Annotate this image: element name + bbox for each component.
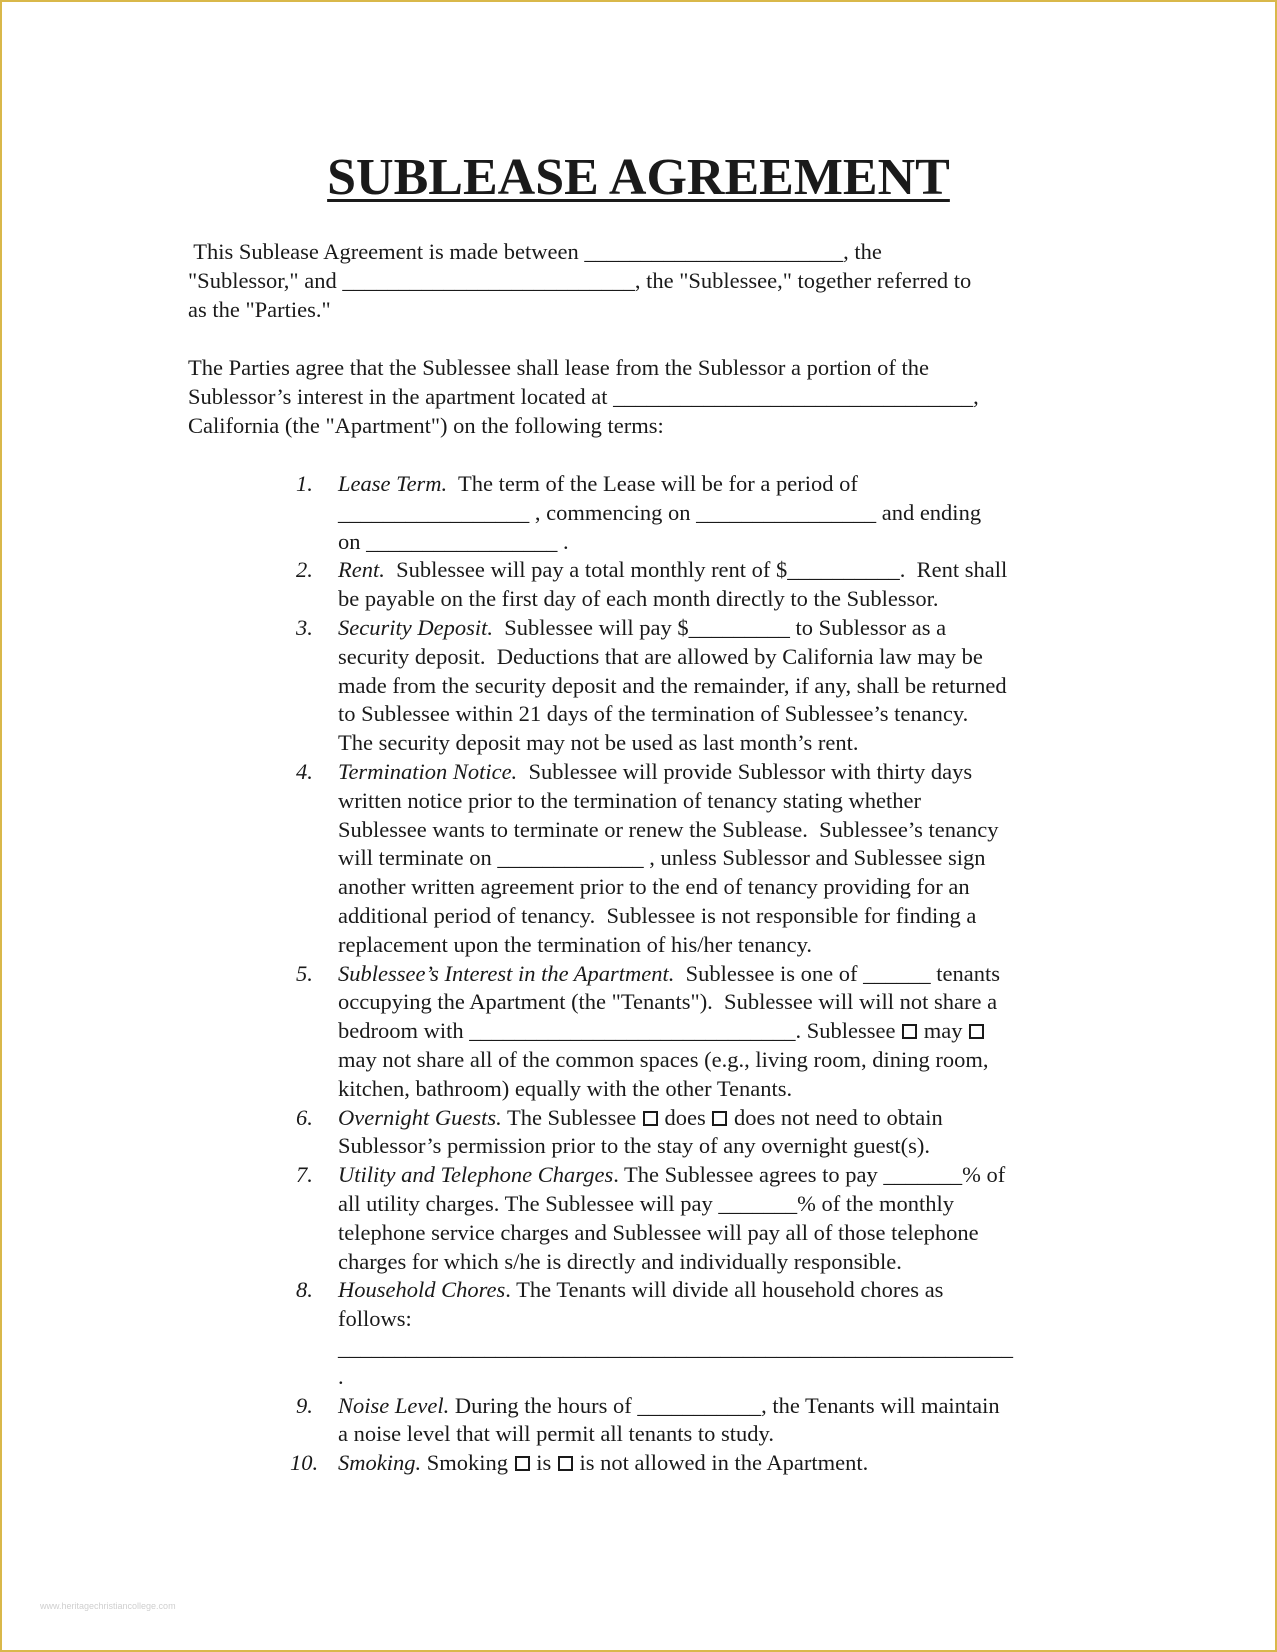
- text-line: This Sublease Agreement is made between _______________________, the: [188, 239, 882, 264]
- term-item-sublessee-interest: [296, 960, 1106, 1104]
- text-line: written notice prior to the termination of tenancy stating whether: [338, 787, 921, 813]
- text-line: occupying the Apartment (the "Tenants"). Sublessee will will not share a: [338, 989, 998, 1015]
- does-not-checkbox[interactable]: [712, 1111, 727, 1126]
- text-line: . The Tenants will divide all household chores as: [505, 1277, 944, 1303]
- item-number: 3.: [296, 614, 313, 640]
- text-line: Sublessee will pay $_________ to Sublessor as a: [492, 614, 947, 640]
- item-label: Overnight Guests.: [338, 1104, 502, 1130]
- item-label: Utility and Telephone Charges: [338, 1162, 614, 1188]
- smoking-allowed-checkbox[interactable]: [515, 1456, 530, 1471]
- item-number: 6.: [296, 1104, 313, 1130]
- text-line: The security deposit may not be used as last month’s rent.: [338, 730, 859, 756]
- text-line: Sublessee will provide Sublessor with thirty days: [517, 758, 973, 784]
- text-line: a noise level that will permit all tenants to study.: [338, 1421, 774, 1447]
- terms-list: [290, 470, 1106, 1478]
- text-line: "Sublessor," and __________________________, the "Sublessee," together referred to: [188, 267, 972, 293]
- text-line: . The Sublessee agrees to pay _______% of: [613, 1162, 1006, 1188]
- item-number: 4.: [296, 758, 313, 784]
- intro-paragraph: [188, 238, 1088, 325]
- item-label: Rent.: [338, 557, 385, 583]
- chores-blank-line: ____________________________________________________________: [338, 1334, 1013, 1360]
- text-line: Sublessor’s permission prior to the stay of any overnight guest(s).: [338, 1133, 931, 1159]
- item-label: Sublessee’s Interest in the Apartment.: [338, 960, 675, 986]
- term-item-household-chores: [296, 1276, 1106, 1391]
- text-line: telephone service charges and Sublessee will pay all of those telephone: [338, 1219, 979, 1245]
- text-line: Sublessor’s interest in the apartment located at ________________________________,: [188, 383, 979, 409]
- text-line: all utility charges. The Sublessee will pay _______% of the monthly: [338, 1190, 954, 1216]
- item-number: 7.: [296, 1162, 313, 1188]
- text-line: does not need to obtain: [728, 1104, 943, 1130]
- text-line: to Sublessee within 21 days of the termination of Sublessee’s tenancy.: [338, 701, 969, 727]
- item-label: Noise Level.: [338, 1392, 450, 1418]
- may-not-checkbox[interactable]: [969, 1024, 984, 1039]
- text-line: Sublessee will pay a total monthly rent of $__________. Rent shall: [384, 557, 1008, 583]
- text-line: replacement upon the termination of his/her tenancy.: [338, 931, 812, 957]
- text-line: on _________________ .: [338, 528, 569, 554]
- item-label: Lease Term.: [338, 471, 448, 496]
- parties-paragraph: [188, 354, 1088, 441]
- does-checkbox[interactable]: [643, 1111, 658, 1126]
- term-item-lease-term: [296, 470, 1106, 556]
- smoking-not-allowed-checkbox[interactable]: [558, 1456, 573, 1471]
- text-line: The term of the Lease will be for a period of: [447, 471, 858, 496]
- text-line: The Parties agree that the Sublessee shall lease from the Sublessor a portion of the: [188, 355, 930, 380]
- text-line: The Sublessee: [501, 1104, 642, 1130]
- text-line: additional period of tenancy. Sublessee is not responsible for finding a: [338, 902, 977, 928]
- term-item-overnight-guests: [296, 1104, 1106, 1162]
- item-label: Termination Notice.: [338, 758, 518, 784]
- item-label: Smoking.: [338, 1450, 422, 1476]
- text-line: as the "Parties.": [188, 296, 331, 322]
- item-number: 9.: [296, 1392, 313, 1418]
- text-line: _________________ , commencing on ________________ and ending: [338, 499, 982, 525]
- text-line: is not allowed in the Apartment.: [573, 1450, 869, 1476]
- text-line: charges for which s/he is directly and individually responsible.: [338, 1248, 902, 1274]
- text-line: .: [338, 1363, 344, 1389]
- text-line: will terminate on _____________ , unless Sublessor and Sublessee sign: [338, 845, 986, 871]
- text-line: be payable on the first day of each month directly to the Sublessor.: [338, 586, 939, 612]
- document-title: SUBLEASE AGREEMENT: [327, 149, 950, 206]
- text-line: another written agreement prior to the end of tenancy providing for an: [338, 874, 970, 900]
- item-number: 5.: [296, 960, 313, 986]
- text-line: Smoking: [421, 1450, 514, 1476]
- text-line: is: [530, 1450, 557, 1476]
- text-line: follows:: [338, 1306, 412, 1332]
- item-number: 2.: [296, 557, 313, 583]
- text-line: bedroom with _____________________________. Sublessee: [338, 1018, 902, 1044]
- text-line: may not share all of the common spaces (e.g., living room, dining room,: [338, 1046, 989, 1072]
- term-item-noise-level: [296, 1392, 1106, 1450]
- text-line: During the hours of ___________, the Tenants will maintain: [449, 1392, 1000, 1418]
- term-item-termination-notice: [296, 758, 1106, 960]
- term-item-smoking: [290, 1449, 1106, 1478]
- text-line: made from the security deposit and the remainder, if any, shall be returned: [338, 672, 1007, 698]
- watermark: www.heritagechristiancollege.com: [40, 1601, 176, 1611]
- item-number: 10.: [290, 1450, 319, 1476]
- item-number: 1.: [296, 471, 313, 496]
- text-line: California (the "Apartment") on the following terms:: [188, 412, 664, 438]
- item-label: Security Deposit.: [338, 614, 493, 640]
- term-item-utility-charges: [296, 1161, 1106, 1276]
- text-line: Sublessee is one of ______ tenants: [674, 960, 1001, 986]
- text-line: kitchen, bathroom) equally with the other Tenants.: [338, 1075, 793, 1101]
- item-number: 8.: [296, 1277, 313, 1303]
- item-label: Household Chores: [338, 1277, 506, 1303]
- term-item-security-deposit: [296, 614, 1106, 758]
- may-checkbox[interactable]: [902, 1024, 917, 1039]
- text-line: security deposit. Deductions that are allowed by California law may be: [338, 643, 983, 669]
- text-line: does: [658, 1104, 712, 1130]
- text-line: Sublessee wants to terminate or renew the Sublease. Sublessee’s tenancy: [338, 816, 999, 842]
- text-line: may: [918, 1018, 969, 1044]
- term-item-rent: [296, 556, 1106, 614]
